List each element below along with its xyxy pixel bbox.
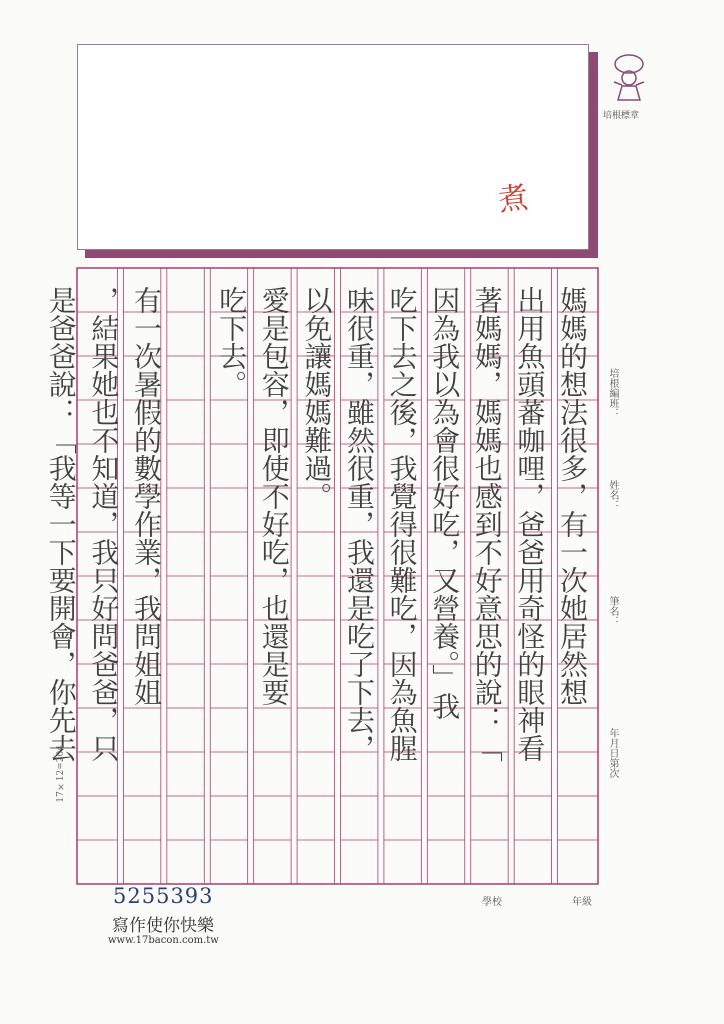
name-label: 姓名：	[607, 480, 618, 510]
grade-label: 年級	[572, 897, 592, 908]
essay-column: 有一次暑假的數學作業，我問姐姐	[130, 286, 163, 706]
teacher-comment-mark: 煮	[496, 180, 531, 219]
essay-column: 愛是包容，即使不好吃，也還是要	[257, 286, 291, 706]
essay-column: 出用魚頭蕃咖哩，爸爸用奇怪的眼神看	[513, 286, 547, 762]
essay-column: 吃下去之後，我覺得很難吃，因為魚腥	[385, 286, 419, 762]
school-label: 學校	[482, 897, 502, 908]
class-label: 培根編班：	[607, 368, 618, 418]
essay-column: 以免讓媽媽難過。	[300, 286, 334, 510]
grid-spec: 17×12=204	[56, 745, 66, 803]
brand-phone: 5255393	[113, 884, 214, 908]
essay-column: 是爸爸說：「我等一下要開會，你先去	[44, 286, 78, 762]
brand-url: www.17bacon.com.tw	[108, 935, 219, 946]
essay-column: 媽媽的想法很多，有一次她居然想	[556, 286, 589, 706]
essay-column: 味很重，雖然很重，我還是吃了下去，	[343, 286, 376, 762]
stamp-label: 培根標章	[603, 111, 640, 121]
brand-slogan: 寫作使你快樂	[112, 916, 214, 936]
date-label: 年月日第次	[607, 728, 618, 778]
essay-column: 因為我以為會很好吃，又營養。」我	[428, 286, 462, 720]
essay-column: 吃下去。	[215, 286, 249, 398]
pen-name-label: 筆名：	[607, 596, 618, 626]
essay-column: ，結果她也不知道，我只好問爸爸，只	[87, 286, 121, 762]
essay-column: 著媽媽，媽媽也感到不好意思的說：「	[470, 286, 504, 762]
